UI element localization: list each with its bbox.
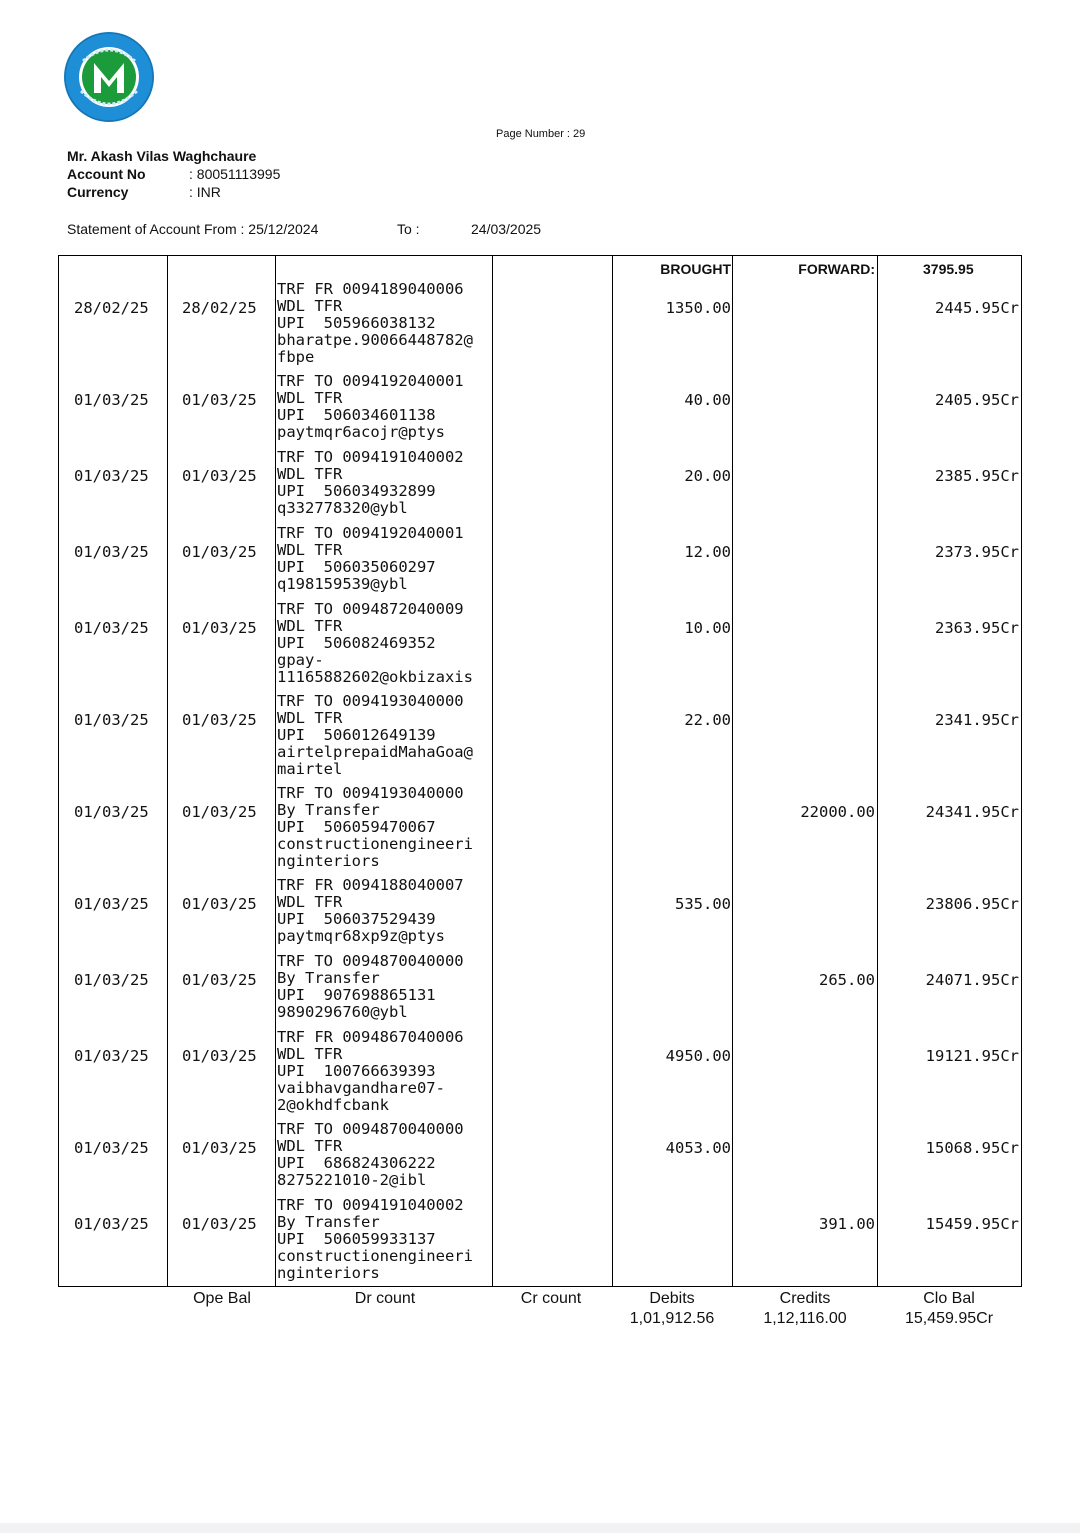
brought-label: BROUGHT	[660, 261, 731, 277]
txn-debit: 40.00	[684, 391, 731, 409]
txn-date: 01/03/25	[74, 1047, 149, 1065]
transaction-table	[58, 255, 1022, 1287]
txn-date: 01/03/25	[74, 391, 149, 409]
txn-debit: 4053.00	[665, 1139, 731, 1157]
txn-date: 01/03/25	[74, 895, 149, 913]
txn-description: TRF FR 0094867040006 WDL TFR UPI 100766639393 vaibhavgandhare07- 2@okhdfcbank	[277, 1028, 464, 1114]
statement-period-to-date: 24/03/2025	[471, 221, 542, 237]
txn-balance: 24341.95Cr	[925, 803, 1019, 821]
column-divider	[492, 256, 493, 1286]
brought-forward-value: 3795.95	[923, 261, 974, 277]
txn-credit: 22000.00	[800, 803, 875, 821]
statement-period-to-label: To :	[397, 221, 420, 237]
txn-value-date: 01/03/25	[182, 543, 257, 561]
txn-date: 01/03/25	[74, 711, 149, 729]
debits-label: Debits	[649, 1290, 695, 1307]
txn-description: TRF TO 0094192040001 WDL TFR UPI 506035060297 q198159539@ybl	[277, 524, 464, 593]
txn-debit: 22.00	[684, 711, 731, 729]
txn-balance: 2445.95Cr	[935, 299, 1019, 317]
column-divider	[877, 256, 878, 1286]
txn-balance: 2373.95Cr	[935, 543, 1019, 561]
txn-value-date: 01/03/25	[182, 391, 257, 409]
column-divider	[167, 256, 168, 1286]
txn-date: 28/02/25	[74, 299, 149, 317]
credits-label: Credits	[779, 1290, 831, 1307]
credits-total	[745, 1290, 865, 1328]
txn-debit: 4950.00	[665, 1047, 731, 1065]
txn-value-date: 01/03/25	[182, 895, 257, 913]
txn-description: TRF TO 0094193040000 By Transfer UPI 506059470067 constructionengineeri nginteriors	[277, 784, 473, 870]
txn-balance: 15068.95Cr	[925, 1139, 1019, 1157]
txn-balance: 2363.95Cr	[935, 619, 1019, 637]
txn-description: TRF TO 0094193040000 WDL TFR UPI 506012649139 airtelprepaidMahaGoa@ mairtel	[277, 692, 473, 778]
txn-description: TRF TO 0094870040000 By Transfer UPI 907698865131 9890296760@ybl	[277, 952, 464, 1021]
page-number: Page Number : 29	[496, 128, 586, 140]
txn-debit: 12.00	[684, 543, 731, 561]
txn-credit: 391.00	[819, 1215, 875, 1233]
txn-date: 01/03/25	[74, 619, 149, 637]
currency-label: Currency	[67, 184, 129, 200]
txn-balance: 2341.95Cr	[935, 711, 1019, 729]
debits-value: 1,01,912.56	[629, 1310, 715, 1327]
txn-date: 01/03/25	[74, 543, 149, 561]
txn-value-date: 01/03/25	[182, 1215, 257, 1233]
txn-description: TRF FR 0094189040006 WDL TFR UPI 505966038132 bharatpe.90066448782@ fbpe	[277, 280, 473, 366]
debits-total	[612, 1290, 732, 1328]
txn-balance: 19121.95Cr	[925, 1047, 1019, 1065]
column-divider	[275, 256, 276, 1286]
txn-date: 01/03/25	[74, 803, 149, 821]
txn-value-date: 01/03/25	[182, 1047, 257, 1065]
txn-description: TRF TO 0094870040000 WDL TFR UPI 686824306222 8275221010-2@ibl	[277, 1120, 464, 1189]
txn-balance: 2385.95Cr	[935, 467, 1019, 485]
txn-description: TRF TO 0094191040002 By Transfer UPI 506059933137 constructionengineeri nginteriors	[277, 1196, 473, 1282]
txn-credit: 265.00	[819, 971, 875, 989]
column-divider	[732, 256, 733, 1286]
bank-logo	[63, 31, 155, 123]
statement-period-from: Statement of Account From : 25/12/2024	[67, 221, 319, 237]
txn-balance: 2405.95Cr	[935, 391, 1019, 409]
column-divider	[612, 256, 613, 1286]
clo-bal-label: Clo Bal	[923, 1290, 975, 1307]
txn-value-date: 01/03/25	[182, 803, 257, 821]
dr-count-label: Dr count	[354, 1290, 416, 1307]
clo-bal-value: 15,459.95Cr	[904, 1310, 994, 1327]
txn-date: 01/03/25	[74, 467, 149, 485]
currency-row	[67, 184, 221, 200]
txn-debit: 1350.00	[665, 299, 731, 317]
txn-value-date: 01/03/25	[182, 467, 257, 485]
closing-balance	[889, 1290, 1009, 1328]
txn-balance: 15459.95Cr	[925, 1215, 1019, 1233]
ope-bal-label: Ope Bal	[193, 1290, 251, 1307]
account-number-row	[67, 166, 280, 182]
txn-date: 01/03/25	[74, 1215, 149, 1233]
currency-value: : INR	[189, 184, 221, 200]
account-number-label: Account No	[67, 166, 146, 182]
forward-label: FORWARD:	[798, 261, 875, 277]
txn-value-date: 28/02/25	[182, 299, 257, 317]
txn-description: TRF TO 0094191040002 WDL TFR UPI 506034932899 q332778320@ybl	[277, 448, 464, 517]
txn-balance: 24071.95Cr	[925, 971, 1019, 989]
account-number-value: : 80051113995	[189, 166, 281, 182]
txn-debit: 535.00	[675, 895, 731, 913]
txn-debit: 10.00	[684, 619, 731, 637]
txn-date: 01/03/25	[74, 1139, 149, 1157]
txn-description: TRF TO 0094872040009 WDL TFR UPI 506082469352 gpay- 11165882602@okbizaxis	[277, 600, 473, 686]
txn-value-date: 01/03/25	[182, 619, 257, 637]
txn-balance: 23806.95Cr	[925, 895, 1019, 913]
txn-debit: 20.00	[684, 467, 731, 485]
txn-description: TRF FR 0094188040007 WDL TFR UPI 506037529439 paytmqr68xp9z@ptys	[277, 876, 464, 945]
txn-value-date: 01/03/25	[182, 1139, 257, 1157]
credits-value: 1,12,116.00	[763, 1310, 847, 1327]
txn-date: 01/03/25	[74, 971, 149, 989]
cr-count-label: Cr count	[520, 1290, 582, 1307]
txn-description: TRF TO 0094192040001 WDL TFR UPI 506034601138 paytmqr6acojr@ptys	[277, 372, 464, 441]
page-bottom-strip	[0, 1523, 1080, 1533]
txn-value-date: 01/03/25	[182, 971, 257, 989]
txn-value-date: 01/03/25	[182, 711, 257, 729]
account-holder-name: Mr. Akash Vilas Waghchaure	[67, 148, 257, 164]
